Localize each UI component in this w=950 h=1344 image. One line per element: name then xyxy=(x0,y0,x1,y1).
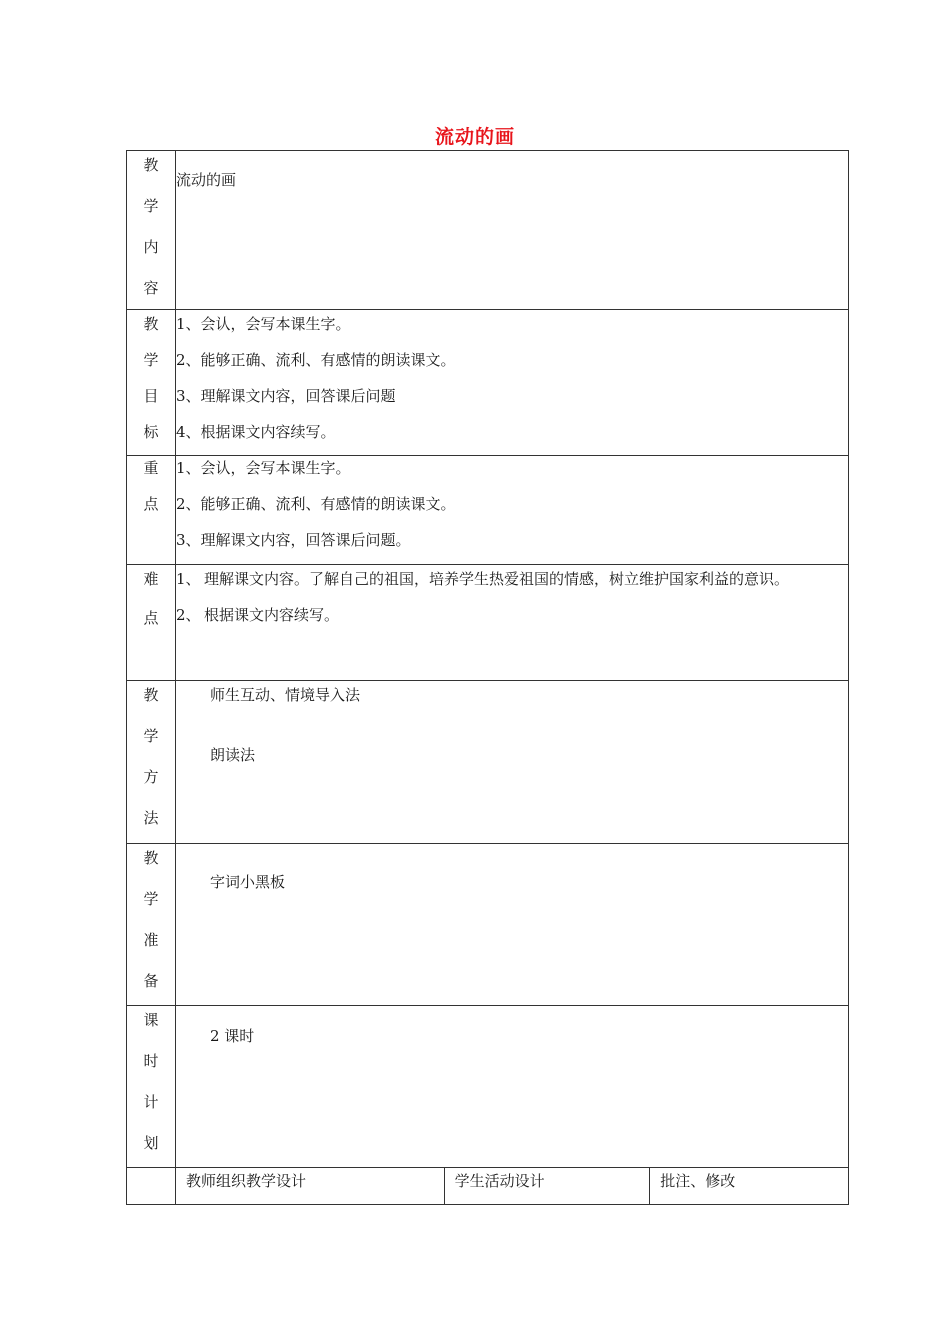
label-difficulties: 难 点 xyxy=(127,565,176,681)
label-teaching-goals: 教 学 目 标 xyxy=(127,310,176,456)
lesson-plan-table xyxy=(126,150,849,1205)
content-line: 流动的画 xyxy=(176,171,237,189)
key-point-line: 1、会认，会写本课生字。 xyxy=(176,459,351,477)
row-teaching-preparation xyxy=(127,844,849,1006)
key-point-line: 2、能够正确、流利、有感情的朗读课文。 xyxy=(176,495,456,513)
label-teaching-methods: 教 学 方 法 xyxy=(127,681,176,844)
goal-line: 4、根据课文内容续写。 xyxy=(176,423,336,441)
goal-line: 3、理解课文内容，回答课后问题 xyxy=(176,387,396,405)
row-key-points xyxy=(127,456,849,565)
goal-line: 1、会认，会写本课生字。 xyxy=(176,315,351,333)
footer-annotation: 批注、修改 xyxy=(660,1172,736,1190)
footer-blank-cell xyxy=(127,1168,176,1205)
label-key-points: 重 点 xyxy=(127,456,176,565)
content-teaching-goals xyxy=(176,310,849,456)
difficulty-item: 1、 理解课文内容。了解自己的祖国，培养学生热爱祖国的情感，树立维护国家利益的意识。 xyxy=(176,570,790,588)
row-footer-headers xyxy=(127,1168,849,1205)
key-point-line: 3、理解课文内容，回答课后问题。 xyxy=(176,531,411,549)
lesson-hours-line: 2 课时 xyxy=(210,1027,255,1045)
difficulty-item: 2、 根据课文内容续写。 xyxy=(176,606,340,624)
content-lesson-hours xyxy=(176,1006,849,1168)
content-key-points xyxy=(176,456,849,565)
label-teaching-content: 教 学 内 容 xyxy=(127,151,176,310)
row-teaching-goals xyxy=(127,310,849,456)
row-lesson-hours xyxy=(127,1006,849,1168)
content-difficulties xyxy=(176,565,849,681)
preparation-line: 字词小黑板 xyxy=(210,873,286,891)
footer-columns xyxy=(176,1168,849,1205)
label-teaching-preparation: 教 学 准 备 xyxy=(127,844,176,1006)
label-lesson-hours: 课 时 计 划 xyxy=(127,1006,176,1168)
page-title: 流动的画 xyxy=(434,126,515,148)
content-teaching-preparation xyxy=(176,844,849,1006)
row-teaching-content xyxy=(127,151,849,310)
method-line: 师生互动、情境导入法 xyxy=(210,686,361,704)
footer-student-activity: 学生活动设计 xyxy=(445,1168,651,1204)
content-teaching-methods xyxy=(176,681,849,844)
method-line: 朗读法 xyxy=(210,746,256,764)
row-teaching-methods xyxy=(127,681,849,844)
goal-line: 2、能够正确、流利、有感情的朗读课文。 xyxy=(176,351,456,369)
row-difficulties xyxy=(127,565,849,681)
footer-teacher-design: 教师组织教学设计 xyxy=(176,1168,445,1204)
content-teaching-content xyxy=(176,151,849,310)
